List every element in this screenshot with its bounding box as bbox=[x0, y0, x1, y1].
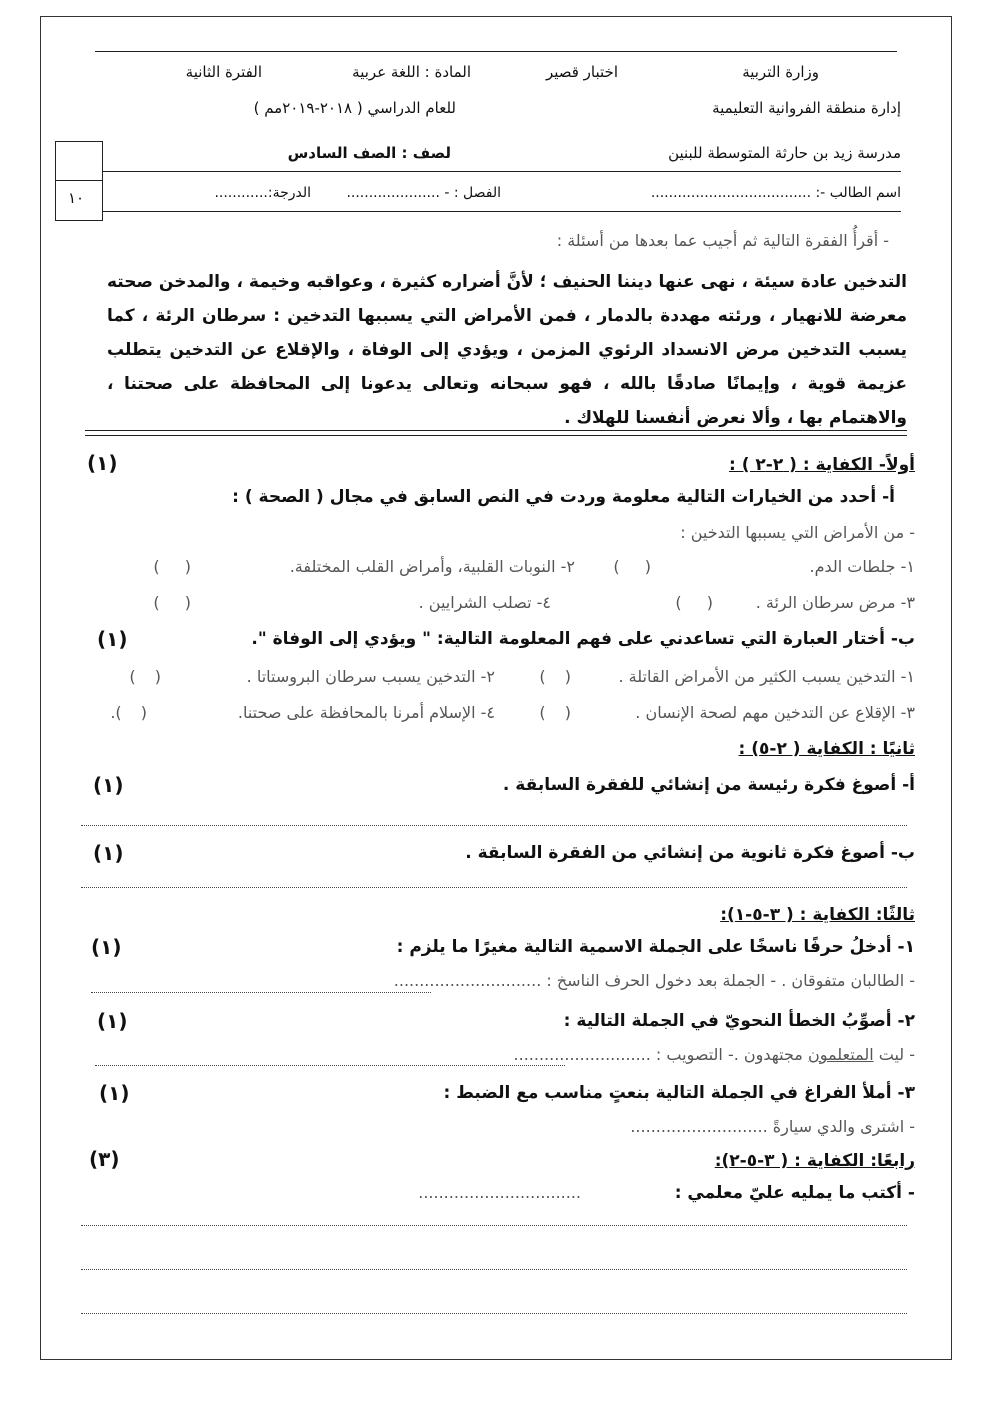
separator-bottom bbox=[85, 435, 907, 436]
section3-q3-answer[interactable]: - اشترى والدي سيارةً ........................... bbox=[630, 1117, 915, 1136]
qa-option-2-box[interactable]: ( ) bbox=[153, 557, 191, 576]
dictation-line-2[interactable] bbox=[81, 1269, 907, 1270]
section2-title: ثانيًا : الكفاية ( ٢-٥) : bbox=[738, 739, 915, 759]
header-mid-rule bbox=[103, 171, 901, 172]
reading-instruction: - أقرأُ الفقرة التالية ثم أجيب عما بعدها من أسئلة : bbox=[556, 231, 889, 250]
header-top-rule bbox=[95, 51, 897, 52]
qa-option-3-box[interactable]: ( ) bbox=[675, 593, 713, 612]
section3-q2-prefix: - ليت bbox=[873, 1045, 915, 1064]
school-year: للعام الدراسي ( ٢٠١٨-٢٠١٩مم ) bbox=[253, 99, 456, 117]
subject: المادة : اللغة عربية bbox=[352, 63, 471, 81]
class-field: الفصل : - ..................... bbox=[346, 185, 501, 201]
score-box-divider bbox=[56, 180, 102, 181]
section4-title: رابعًا: الكفاية : ( ٣-٥-٢): bbox=[714, 1151, 915, 1171]
section3-q3-points: (١) bbox=[99, 1081, 130, 1105]
ministry: وزارة التربية bbox=[742, 63, 819, 81]
section3-q2-dots[interactable] bbox=[95, 1065, 565, 1066]
student-name-field: اسم الطالب -: .................................... bbox=[650, 185, 901, 201]
section3-q1-answer[interactable]: - الطالبان متفوقان . - الجملة بعد دخول الحرف الناسخ : ............................. bbox=[393, 971, 915, 990]
grade-field: الدرجة:............ bbox=[214, 185, 311, 201]
total-score: ١٠ bbox=[68, 189, 85, 207]
section3-q1-points: (١) bbox=[91, 935, 122, 959]
section2-question-b: ب- أصوغ فكرة ثانوية من إنشائي من الفقرة السابقة . bbox=[465, 843, 915, 863]
qa-option-1: ١- جلطات الدم. bbox=[809, 557, 915, 576]
section4-question: - أكتب ما يمليه عليّ معلمي : bbox=[674, 1183, 915, 1203]
qa-option-4-box[interactable]: ( ) bbox=[153, 593, 191, 612]
qb-option-1-box[interactable]: ( ) bbox=[539, 667, 571, 686]
section3-title: ثالثًا: الكفاية : ( ٣-٥-١): bbox=[720, 905, 915, 925]
qb-option-1: ١- التدخين يسبب الكثير من الأمراض القاتلة . bbox=[618, 667, 915, 686]
qb-option-2: ٢- التدخين يسبب سرطان البروستاتا . bbox=[246, 667, 495, 686]
section2-answer-line-a[interactable] bbox=[81, 825, 907, 826]
qb-option-4-box[interactable]: ( ). bbox=[110, 703, 147, 722]
section4-points: (٣) bbox=[89, 1147, 120, 1171]
exam-sheet bbox=[40, 16, 952, 1360]
dictation-line-1[interactable] bbox=[81, 1225, 907, 1226]
qb-option-4: ٤- الإسلام أمرنا بالمحافظة على صحتنا. bbox=[237, 703, 495, 722]
district: إدارة منطقة الفروانية التعليمية bbox=[712, 99, 901, 117]
section3-question-2: ٢- أصوِّبُ الخطأ النحويّ في الجملة التالية : bbox=[563, 1011, 915, 1031]
section3-q2-points: (١) bbox=[97, 1009, 128, 1033]
section3-q2-suffix: مجتهدون .- التصويب : ........................... bbox=[513, 1045, 808, 1064]
reading-passage: التدخين عادة سيئة ، نهى عنها ديننا الحنيف ؛ لأنَّ أضراره كثيرة ، وعواقبه وخيمة ، والمدخن صحته معرضة للانهيار ، ورئته مهددة بالدمار ، فمن الأمراض التي يسببها التدخين : سرطان الرئة ، كما يسبب التدخين مرض الانسداد الرئوي المزمن ، ويؤدي إلى الوفاة ، والإقلاع عن التدخين يتطلب عزيمة قوية ، وإيمانًا صادقًا بالله ، فهو سبحانه وتعالى يدعونا إلى المحافظة على صحتنا ، والاهتمام بها ، وألا نعرض أنفسنا للهلاك . bbox=[107, 272, 907, 428]
section1-question-b: ب- أختار العبارة التي تساعدني على فهم المعلومة التالية: " ويؤدي إلى الوفاة ". bbox=[251, 629, 915, 649]
separator-top bbox=[85, 430, 907, 431]
qa-option-3: ٣- مرض سرطان الرئة . bbox=[755, 593, 915, 612]
section1-question-a: أ- أحدد من الخيارات التالية معلومة وردت في النص السابق في مجال ( الصحة ) : bbox=[232, 487, 895, 507]
school-name: مدرسة زيد بن حارثة المتوسطة للبنين bbox=[668, 144, 901, 162]
section3-question-1: ١- أدخلُ حرفًا ناسخًا على الجملة الاسمية التالية مغيرًا ما يلزم : bbox=[396, 937, 915, 957]
qa-option-2: ٢- النوبات القلبية، وأمراض القلب المختلفة. bbox=[289, 557, 575, 576]
section3-q1-dots[interactable] bbox=[91, 992, 431, 993]
test-type: اختبار قصير bbox=[545, 63, 618, 81]
section2-qa-points: (١) bbox=[93, 773, 124, 797]
section3-question-3: ٣- أملأ الفراغ في الجملة التالية بنعتٍ مناسب مع الضبط : bbox=[443, 1083, 915, 1103]
section1-title: أولاً- الكفاية : ( ٢-٢ ) : bbox=[728, 455, 915, 475]
section3-q2-underlined-word: المتعلمون bbox=[807, 1045, 874, 1064]
section2-answer-line-b[interactable] bbox=[81, 887, 907, 888]
section1-qb-points: (١) bbox=[97, 627, 128, 651]
section2-qb-points: (١) bbox=[93, 841, 124, 865]
qa-option-1-box[interactable]: ( ) bbox=[613, 557, 651, 576]
period: الفترة الثانية bbox=[185, 63, 262, 81]
section3-q2-answer[interactable] bbox=[514, 1045, 915, 1064]
header-bottom-rule bbox=[103, 211, 901, 212]
qb-option-3: ٣- الإقلاع عن التدخين مهم لصحة الإنسان . bbox=[635, 703, 915, 722]
score-box bbox=[55, 141, 103, 221]
qa-option-4: ٤- تصلب الشرايين . bbox=[418, 593, 551, 612]
grade: لصف : الصف السادس bbox=[287, 144, 451, 162]
section4-question-dots[interactable]: ................................ bbox=[418, 1183, 581, 1202]
qb-option-2-box[interactable]: ( ) bbox=[129, 667, 161, 686]
section1-points: (١) bbox=[87, 451, 118, 475]
section2-question-a: أ- أصوغ فكرة رئيسة من إنشائي للفقرة السابقة . bbox=[502, 775, 915, 795]
dictation-line-3[interactable] bbox=[81, 1313, 907, 1314]
section1-qa-sub: - من الأمراض التي يسببها التدخين : bbox=[680, 523, 915, 542]
qb-option-3-box[interactable]: ( ) bbox=[539, 703, 571, 722]
